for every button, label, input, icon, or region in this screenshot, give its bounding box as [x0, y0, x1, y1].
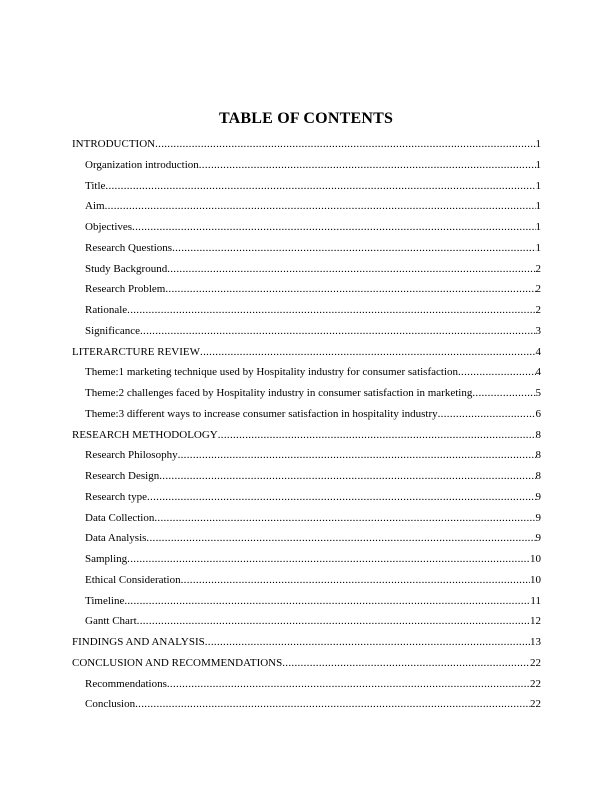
toc-entry[interactable]	[72, 508, 541, 529]
toc-entry[interactable]	[72, 342, 541, 363]
toc-dot-leader	[135, 694, 530, 715]
toc-entry[interactable]	[72, 238, 541, 259]
toc-entry-page: 2	[535, 304, 541, 316]
toc-entry[interactable]	[72, 653, 541, 674]
toc-entry-label: Ethical Consideration	[85, 573, 181, 586]
toc-dot-leader	[105, 176, 535, 197]
toc-entry[interactable]	[72, 466, 541, 487]
toc-dot-leader	[137, 611, 530, 632]
toc-dot-leader	[472, 383, 535, 404]
toc-entry-page: 1	[535, 179, 541, 192]
toc-entry-label: Sampling	[85, 553, 128, 565]
toc-entry-page: 10	[530, 553, 541, 565]
toc-dot-leader	[165, 279, 535, 300]
toc-dot-leader	[127, 549, 530, 570]
toc-dot-leader	[200, 342, 535, 363]
toc-entry-page: 1	[535, 221, 541, 233]
toc-title: TABLE OF CONTENTS	[218, 110, 394, 127]
toc-entry-label: Gantt Chart	[85, 615, 137, 628]
toc-entry[interactable]	[72, 383, 541, 404]
toc-entry-label: Aim	[85, 200, 105, 213]
toc-list	[72, 134, 541, 715]
toc-entry-label: INTRODUCTION	[72, 138, 156, 150]
toc-entry[interactable]	[72, 404, 541, 425]
toc-entry-page: 11	[530, 594, 541, 607]
toc-entry-page: 4	[535, 345, 541, 358]
toc-entry-label: Objectives	[85, 221, 133, 233]
toc-dot-leader	[172, 238, 535, 259]
toc-entry-page: 22	[530, 677, 541, 690]
toc-dot-leader	[146, 528, 535, 549]
toc-entry-label: Research Design	[85, 470, 160, 482]
toc-entry-page: 22	[530, 656, 541, 669]
toc-entry-label: Research Philosophy	[85, 449, 178, 462]
toc-entry-label: Theme:3 different ways to increase consumer satisfaction in hospitality industry	[85, 407, 438, 420]
toc-dot-leader	[147, 487, 536, 508]
toc-entry-label: Research Problem	[85, 283, 166, 296]
toc-entry[interactable]	[72, 674, 541, 695]
toc-entry-page: 1	[535, 241, 541, 254]
toc-entry-label: FINDINGS AND ANALYSIS	[72, 636, 205, 648]
toc-dot-leader	[127, 300, 535, 321]
toc-entry-label: CONCLUSION AND RECOMMENDATIONS	[72, 656, 283, 669]
toc-entry-page: 4	[535, 366, 541, 379]
toc-entry[interactable]	[72, 176, 541, 197]
toc-entry-label: Title	[85, 179, 106, 192]
toc-entry-page: 9	[535, 532, 541, 545]
toc-dot-leader	[438, 404, 536, 425]
toc-entry[interactable]	[72, 300, 541, 321]
toc-dot-leader	[178, 445, 536, 466]
toc-dot-leader	[167, 259, 535, 280]
toc-entry-page: 9	[535, 490, 541, 503]
toc-entry-page: 10	[530, 573, 541, 586]
toc-dot-leader	[154, 508, 535, 529]
toc-entry[interactable]	[72, 196, 541, 217]
toc-entry-page: 3	[535, 324, 541, 337]
toc-entry-label: Conclusion	[85, 698, 136, 711]
toc-entry-page: 6	[535, 407, 541, 420]
toc-dot-leader	[181, 570, 530, 591]
toc-entry-label: RESEARCH METHODOLOGY	[72, 428, 218, 441]
toc-entry-page: 8	[535, 470, 541, 482]
toc-dot-leader	[218, 425, 536, 446]
toc-entry-label: Study Background	[85, 262, 168, 275]
toc-entry[interactable]	[72, 694, 541, 715]
toc-dot-leader	[105, 196, 536, 217]
toc-entry-label: Research type	[85, 490, 147, 503]
toc-entry[interactable]	[72, 632, 541, 653]
toc-entry[interactable]	[72, 425, 541, 446]
toc-entry-page: 5	[535, 387, 541, 399]
toc-entry-label: LITERARCTURE REVIEW	[72, 345, 201, 358]
toc-entry[interactable]	[72, 445, 541, 466]
toc-dot-leader	[132, 217, 535, 238]
toc-dot-leader	[140, 321, 536, 342]
toc-entry-page: 9	[535, 511, 541, 524]
toc-entry[interactable]	[72, 321, 541, 342]
toc-dot-leader	[159, 466, 535, 487]
toc-entry[interactable]	[72, 549, 541, 570]
toc-entry[interactable]	[72, 570, 541, 591]
toc-entry-page: 2	[535, 283, 541, 296]
toc-entry[interactable]	[72, 591, 541, 612]
toc-dot-leader	[458, 362, 536, 383]
toc-entry-label: Theme:2 challenges faced by Hospitality industry in consumer satisfaction in marketing	[85, 387, 473, 399]
toc-entry-label: Data Analysis	[85, 532, 147, 545]
toc-entry-label: Organization introduction	[85, 158, 199, 171]
toc-entry-page: 8	[535, 428, 541, 441]
toc-dot-leader	[155, 134, 535, 155]
toc-entry-label: Theme:1 marketing technique used by Hospitality industry for consumer satisfaction	[85, 366, 458, 379]
toc-dot-leader	[205, 632, 530, 653]
toc-entry[interactable]	[72, 487, 541, 508]
toc-entry-label: Research Questions	[85, 241, 173, 254]
toc-entry-page: 22	[530, 698, 541, 711]
toc-entry[interactable]	[72, 155, 541, 176]
toc-entry-label: Rationale	[85, 304, 128, 316]
toc-entry-page: 1	[535, 158, 541, 171]
toc-entry[interactable]	[72, 134, 541, 155]
toc-entry[interactable]	[72, 259, 541, 280]
toc-entry-label: Timeline	[85, 594, 125, 607]
toc-entry[interactable]	[72, 528, 541, 549]
toc-dot-leader	[282, 653, 530, 674]
toc-dot-leader	[199, 155, 536, 176]
toc-entry-page: 2	[535, 262, 541, 275]
toc-entry[interactable]	[72, 362, 541, 383]
toc-entry-label: Significance	[85, 324, 140, 337]
toc-entry-page: 8	[535, 449, 541, 462]
toc-entry[interactable]	[72, 217, 541, 238]
toc-entry-page: 12	[530, 615, 541, 628]
toc-entry-label: Recommendations	[85, 677, 167, 690]
toc-entry[interactable]	[72, 611, 541, 632]
toc-dot-leader	[167, 674, 530, 695]
toc-entry-page: 1	[535, 200, 541, 213]
toc-entry-label: Data Collection	[85, 511, 155, 524]
toc-entry-page: 13	[530, 636, 541, 648]
toc-dot-leader	[124, 591, 530, 612]
toc-entry-page: 1	[535, 138, 541, 150]
toc-entry[interactable]	[72, 279, 541, 300]
